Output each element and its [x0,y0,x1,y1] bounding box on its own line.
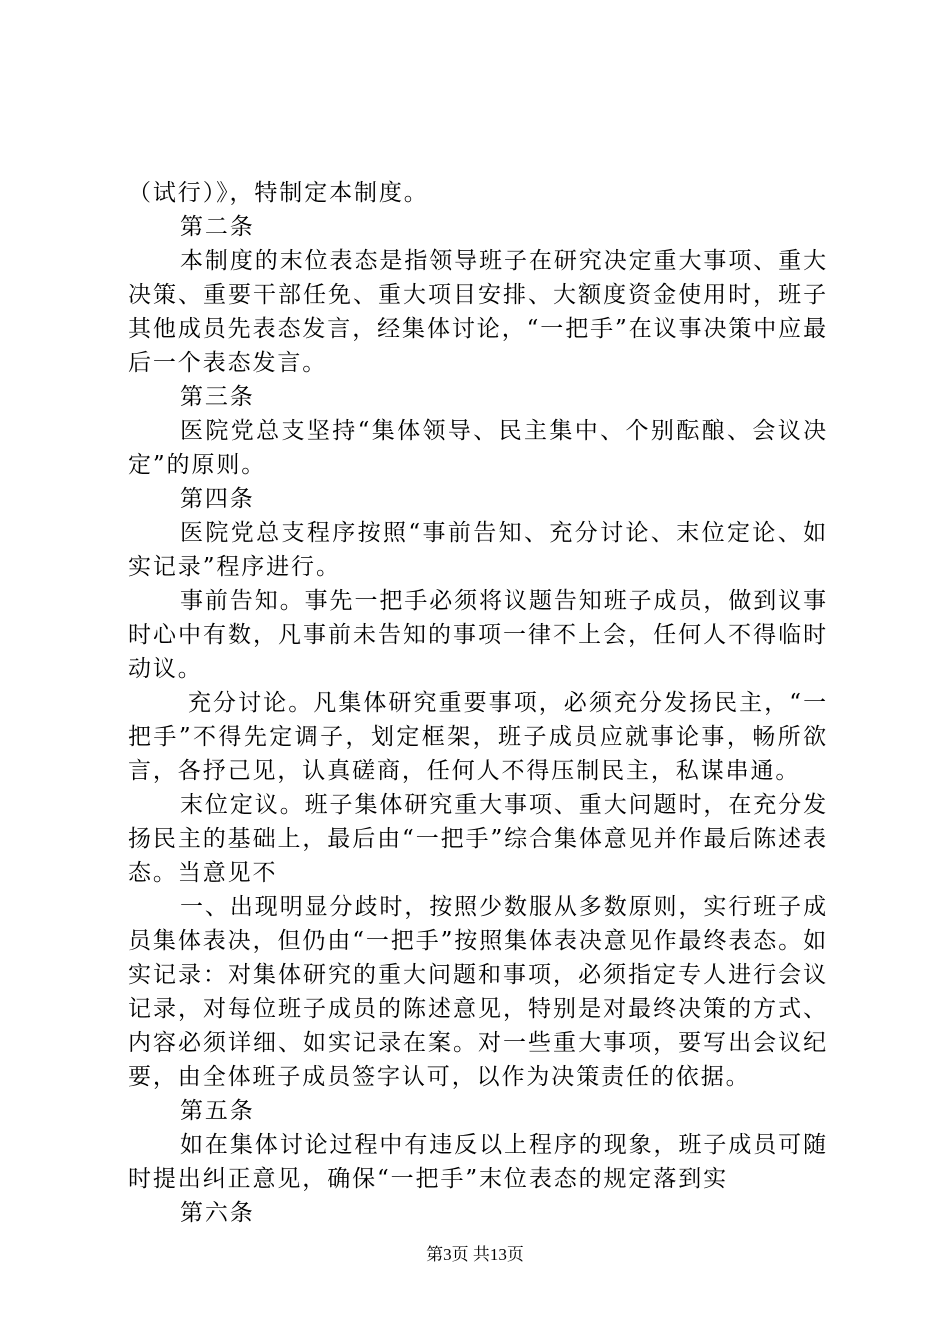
page-footer: 第3页 共13页 [426,1245,524,1264]
article-heading-3: 第三条 [180,384,255,410]
article-heading-2: 第二条 [180,214,255,240]
paragraph-intro-end: （试行）》，特制定本制度。 [128,180,429,206]
paragraph-record: 一、出现明显分歧时，按照少数服从多数原则，实行班子成员集体表决，但仍由“一把手”按照集体表决意见作最终表态。如实记录：对集体研究的重大问题和事项，必须指定专人进行会议记录，对每位班子成员的陈述意见，特别是对最终决策的方式、内容必须详细、如实记录在案。对一些重大事项，要写出会议纪要，由全体班子成员签字认可，以作为决策责任的依据。 [128,894,828,1090]
paragraph-full-discussion: 充分讨论。凡集体研究重要事项，必须充分发扬民主，“一把手”不得先定调子，划定框架，班子成员应就事论事，畅所欲言，各抒己见，认真磋商，任何人不得压制民主，私谋串通。 [128,690,828,784]
article-heading-4: 第四条 [180,486,255,512]
article-heading-5: 第五条 [180,1098,255,1124]
paragraph-article-4: 医院党总支程序按照“事前告知、充分讨论、末位定论、如实记录”程序进行。 [128,520,828,580]
paragraph-final-decision: 末位定议。班子集体研究重大事项、重大问题时，在充分发扬民主的基础上，最后由“一把手”综合集体意见并作最后陈述表态。当意见不 [128,792,828,886]
article-heading-6: 第六条 [180,1200,255,1226]
paragraph-article-2: 本制度的末位表态是指领导班子在研究决定重大事项、重大决策、重要干部任免、重大项目安排、大额度资金使用时，班子其他成员先表态发言，经集体讨论，“一把手”在议事决策中应最后一个表态发言。 [128,248,828,376]
document-body [128,176,828,1230]
paragraph-article-3: 医院党总支坚持“集体领导、民主集中、个别酝酿、会议决定”的原则。 [128,418,828,478]
paragraph-article-5: 如在集体讨论过程中有违反以上程序的现象，班子成员可随时提出纠正意见，确保“一把手”末位表态的规定落到实 [128,1132,828,1192]
paragraph-prior-notice: 事前告知。事先一把手必须将议题告知班子成员，做到议事时心中有数，凡事前未告知的事项一律不上会，任何人不得临时动议。 [128,588,828,682]
